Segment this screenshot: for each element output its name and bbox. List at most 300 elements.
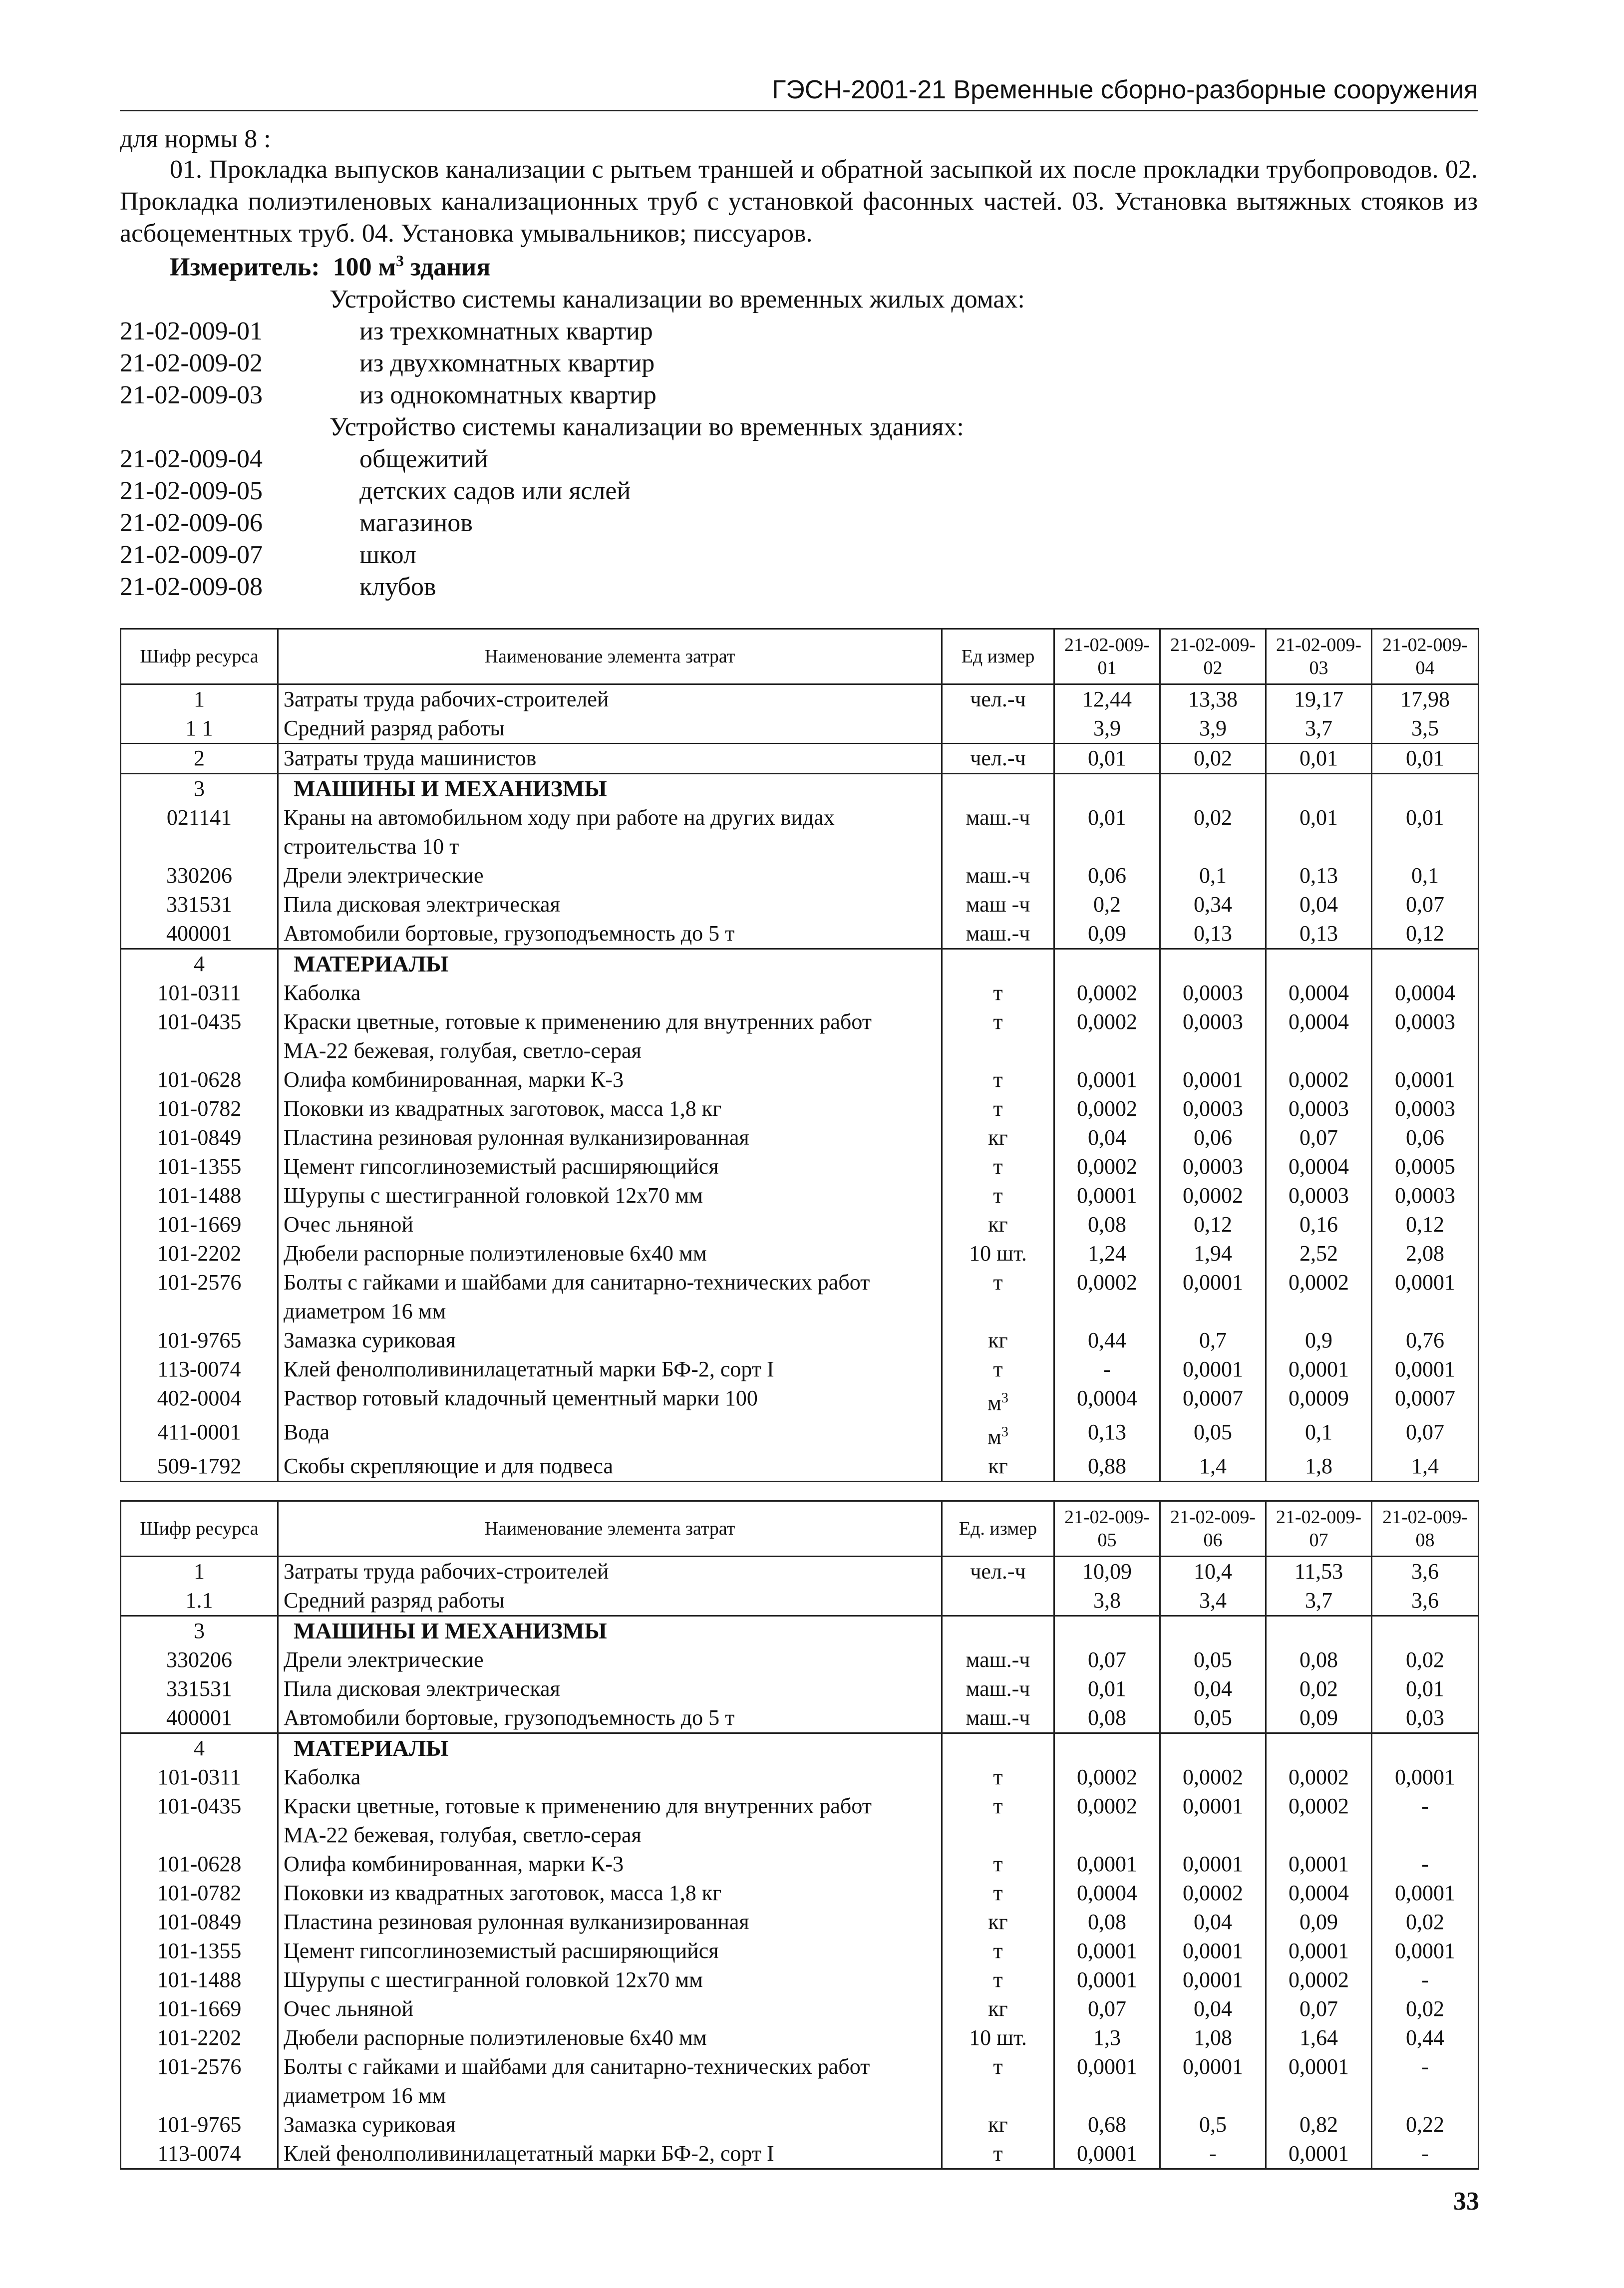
unit-text: маш.-ч [966, 1705, 1030, 1730]
norm-code: 21-02-009-08 [120, 573, 263, 602]
value-cell: 0,04 [1160, 1994, 1266, 2023]
value-cell: 0,02 [1160, 743, 1266, 774]
value-cell [1372, 949, 1479, 979]
value-cell: 17,98 [1372, 684, 1479, 714]
resource-code: 101-9765 [121, 2110, 278, 2139]
table-row [121, 1850, 1479, 1879]
value-cell: 0,0001 [1372, 1065, 1479, 1094]
tables-container [120, 628, 1478, 2169]
value-cell: 1,4 [1372, 1452, 1479, 1482]
value-cell: 0,1 [1266, 1418, 1372, 1452]
value-cell [1266, 949, 1372, 979]
table-row [121, 1674, 1479, 1703]
cost-element-name: Затраты труда рабочих-строителей [278, 1556, 942, 1586]
table-row [121, 1703, 1479, 1733]
value-cell: 0,0003 [1160, 1152, 1266, 1181]
value-cell [1372, 1616, 1479, 1645]
table-row [121, 1210, 1479, 1239]
value-cell: 0,0001 [1160, 1065, 1266, 1094]
cost-element-name: Затраты труда машинистов [278, 743, 942, 774]
value-cell: 0,02 [1372, 1908, 1479, 1937]
section-row [121, 1733, 1479, 1763]
table-row [121, 2110, 1479, 2139]
value-cell [1160, 949, 1266, 979]
unit-cell [942, 1152, 1054, 1181]
value-cell: 0,0002 [1266, 1965, 1372, 1994]
unit-cell [942, 1908, 1054, 1937]
table-row [121, 1879, 1479, 1908]
value-cell [1266, 774, 1372, 804]
table-row [121, 1384, 1479, 1418]
section-row [121, 1616, 1479, 1645]
value-cell: 0,16 [1266, 1210, 1372, 1239]
value-cell: 0,0002 [1054, 1792, 1160, 1850]
unit-cell [942, 1065, 1054, 1094]
value-cell: 3,6 [1372, 1586, 1479, 1616]
value-cell: 0,13 [1054, 1418, 1160, 1452]
norm-item [120, 379, 1478, 411]
unit-cell [942, 1556, 1054, 1586]
value-cell: 0,0004 [1266, 979, 1372, 1007]
norm-code: 21-02-009-03 [120, 381, 263, 410]
resource-code: 101-9765 [121, 1326, 278, 1355]
norm-item [120, 475, 1478, 507]
value-cell: 3,5 [1372, 714, 1479, 743]
resource-code: 101-2576 [121, 2052, 278, 2110]
measure-label: Измеритель: [170, 253, 320, 282]
unit-text: маш.-ч [966, 1676, 1030, 1701]
table-row [121, 2023, 1479, 2052]
value-cell: 1,8 [1266, 1452, 1372, 1482]
norm-name: детских садов или яслей [359, 477, 631, 506]
value-cell: 0,0005 [1372, 1152, 1479, 1181]
unit-cell [942, 1384, 1054, 1418]
value-cell: 0,05 [1160, 1645, 1266, 1674]
value-cell: - [1372, 2139, 1479, 2169]
intro-label: для нормы 8 : [120, 125, 271, 153]
value-cell: 1,08 [1160, 2023, 1266, 2052]
table-row [121, 684, 1479, 714]
value-cell: 3,4 [1160, 1586, 1266, 1616]
value-cell: 0,0002 [1054, 1007, 1160, 1065]
running-header: ГЭСН-2001-21 Временные сборно-разборные сооружения [120, 75, 1478, 111]
cost-element-name: Замазка суриковая [278, 1326, 942, 1355]
table-row [121, 1007, 1479, 1065]
value-cell: 0,0007 [1372, 1384, 1479, 1418]
value-cell: 0,0002 [1160, 1879, 1266, 1908]
unit-text: т [993, 1793, 1003, 1818]
value-cell: 0,0001 [1266, 2052, 1372, 2110]
value-cell: 0,06 [1372, 1123, 1479, 1152]
unit-text: т [993, 1009, 1003, 1034]
cost-element-name: Очес льняной [278, 1210, 942, 1239]
section-row [121, 774, 1479, 804]
norm-list [120, 284, 1478, 603]
resource-code: 101-2576 [121, 1268, 278, 1326]
unit-text: т [993, 1764, 1003, 1789]
value-cell: 0,0002 [1266, 1065, 1372, 1094]
table-row [121, 861, 1479, 890]
table-row [121, 1586, 1479, 1616]
unit-cell [942, 1703, 1054, 1733]
value-cell: 0,13 [1160, 919, 1266, 949]
column-header: 21-02-009-01 [1054, 629, 1160, 684]
resource-code: 1 1 [121, 714, 278, 743]
resource-code: 101-0849 [121, 1908, 278, 1937]
norm-code: 21-02-009-05 [120, 477, 263, 506]
unit-text: м [987, 1390, 1001, 1415]
unit-text: кг [988, 2112, 1008, 2137]
unit-cell [942, 979, 1054, 1007]
value-cell: 0,09 [1266, 1908, 1372, 1937]
norm-code: 21-02-009-06 [120, 509, 263, 538]
unit-cell [942, 2139, 1054, 2169]
resource-code: 402-0004 [121, 1384, 278, 1418]
unit-cell [942, 684, 1054, 714]
value-cell: 0,01 [1266, 803, 1372, 861]
unit-cell [942, 1355, 1054, 1384]
norm-name: клубов [359, 573, 436, 602]
norm-item [120, 539, 1478, 571]
value-cell: 0,04 [1160, 1674, 1266, 1703]
value-cell: 0,01 [1054, 803, 1160, 861]
value-cell: 0,0001 [1054, 1065, 1160, 1094]
resource-code: 101-0782 [121, 1879, 278, 1908]
unit-text: кг [988, 1328, 1008, 1353]
resource-code: 101-1355 [121, 1152, 278, 1181]
resource-code: 113-0074 [121, 1355, 278, 1384]
resource-code: 101-0628 [121, 1850, 278, 1879]
value-cell: 3,9 [1054, 714, 1160, 743]
column-header: 21-02-009-05 [1054, 1501, 1160, 1556]
resource-code: 330206 [121, 861, 278, 890]
table-row [121, 919, 1479, 949]
value-cell: 0,0004 [1054, 1384, 1160, 1418]
value-cell: 0,0001 [1054, 1937, 1160, 1965]
value-cell: 0,0004 [1054, 1879, 1160, 1908]
value-cell: 0,03 [1372, 1703, 1479, 1733]
table-row [121, 714, 1479, 743]
table-row [121, 890, 1479, 919]
value-cell: 0,44 [1054, 1326, 1160, 1355]
table-row [121, 1556, 1479, 1586]
unit-text: чел.-ч [970, 746, 1026, 771]
value-cell: 0,0007 [1160, 1384, 1266, 1418]
value-cell: 0,0001 [1266, 1937, 1372, 1965]
section-row [121, 949, 1479, 979]
value-cell: 0,0001 [1054, 1181, 1160, 1210]
cost-element-name: Дюбели распорные полиэтиленовые 6х40 мм [278, 1239, 942, 1268]
cost-element-name: Скобы скрепляющие и для подвеса [278, 1452, 942, 1482]
cost-element-name: Вода [278, 1418, 942, 1452]
value-cell: 0,34 [1160, 890, 1266, 919]
unit-text: 10 шт. [969, 2025, 1027, 2050]
value-cell: 0,0002 [1054, 1094, 1160, 1123]
column-header: 21-02-009-02 [1160, 629, 1266, 684]
cost-element-name: Пластина резиновая рулонная вулканизированная [278, 1123, 942, 1152]
cost-element-name: Болты с гайками и шайбами для санитарно-технических работ диаметром 16 мм [278, 1268, 942, 1326]
value-cell: 0,13 [1266, 919, 1372, 949]
unit-text: м [987, 1424, 1001, 1449]
unit-text: т [993, 1154, 1003, 1179]
resource-code: 330206 [121, 1645, 278, 1674]
norm-item [120, 443, 1478, 475]
value-cell: 2,52 [1266, 1239, 1372, 1268]
cost-element-name: Болты с гайками и шайбами для санитарно-технических работ диаметром 16 мм [278, 2052, 942, 2110]
resource-code: 101-0849 [121, 1123, 278, 1152]
table-row [121, 1065, 1479, 1094]
value-cell: 0,9 [1266, 1326, 1372, 1355]
column-header: Шифр ресурса [121, 629, 278, 684]
unit-cell [942, 1418, 1054, 1452]
unit-text: т [993, 1967, 1003, 1992]
cost-element-name: Замазка суриковая [278, 2110, 942, 2139]
table-header-row [121, 629, 1479, 684]
column-header: 21-02-009-04 [1372, 629, 1479, 684]
value-cell [1054, 1733, 1160, 1763]
value-cell: 0,01 [1054, 743, 1160, 774]
unit-text: т [993, 2141, 1003, 2166]
value-cell: 0,22 [1372, 2110, 1479, 2139]
unit-cell [942, 1181, 1054, 1210]
value-cell: 10,4 [1160, 1556, 1266, 1586]
resource-code: 3 [121, 1616, 278, 1645]
cost-element-name: Раствор готовый кладочный цементный марки 100 [278, 1384, 942, 1418]
cost-element-name: Клей фенолполивинилацетатный марки БФ-2, сорт I [278, 2139, 942, 2169]
value-cell: 0,0002 [1266, 1792, 1372, 1850]
value-cell: 0,04 [1160, 1908, 1266, 1937]
table-row [121, 979, 1479, 1007]
resource-code: 4 [121, 1733, 278, 1763]
value-cell: - [1372, 1965, 1479, 1994]
value-cell: 0,0004 [1266, 1007, 1372, 1065]
value-cell: 0,0001 [1054, 2052, 1160, 2110]
value-cell: 0,0002 [1266, 1763, 1372, 1792]
table-row [121, 1268, 1479, 1326]
resource-code: 101-1488 [121, 1965, 278, 1994]
value-cell: 0,01 [1372, 1674, 1479, 1703]
resource-code: 101-1669 [121, 1210, 278, 1239]
resource-code: 1.1 [121, 1586, 278, 1616]
value-cell: 0,0002 [1054, 1152, 1160, 1181]
resource-code: 101-2202 [121, 1239, 278, 1268]
value-cell [1160, 1616, 1266, 1645]
cost-element-name: МАШИНЫ И МЕХАНИЗМЫ [278, 774, 942, 804]
unit-text: т [993, 1938, 1003, 1963]
cost-element-name: Дюбели распорные полиэтиленовые 6х40 мм [278, 2023, 942, 2052]
norm-name: магазинов [359, 509, 473, 538]
value-cell: 0,0004 [1266, 1879, 1372, 1908]
table-row [121, 1994, 1479, 2023]
unit-cell [942, 714, 1054, 743]
cost-element-name: Каболка [278, 1763, 942, 1792]
unit-text: маш.-ч [966, 921, 1030, 946]
value-cell: 0,04 [1054, 1123, 1160, 1152]
table-row [121, 1181, 1479, 1210]
value-cell: 0,76 [1372, 1326, 1479, 1355]
unit-cell [942, 1094, 1054, 1123]
value-cell: 0,12 [1372, 919, 1479, 949]
value-cell: 0,09 [1266, 1703, 1372, 1733]
value-cell: 0,05 [1160, 1418, 1266, 1452]
value-cell: 1,3 [1054, 2023, 1160, 2052]
cost-element-name: Средний разряд работы [278, 714, 942, 743]
value-cell: 0,06 [1054, 861, 1160, 890]
unit-text: кг [988, 1212, 1008, 1237]
norm-code: 21-02-009-02 [120, 349, 263, 378]
unit-cell [942, 2023, 1054, 2052]
resource-code: 1 [121, 1556, 278, 1586]
unit-cell [942, 1452, 1054, 1482]
unit-cell [942, 861, 1054, 890]
column-header: Ед измер [942, 629, 1054, 684]
unit-text: 10 шт. [969, 1241, 1027, 1266]
value-cell: 0,7 [1160, 1326, 1266, 1355]
norm-code: 21-02-009-01 [120, 317, 263, 346]
unit-text: т [993, 1880, 1003, 1905]
unit-cell [942, 1937, 1054, 1965]
norm-name: из однокомнатных квартир [359, 381, 656, 410]
resource-code: 2 [121, 743, 278, 774]
unit-cell [942, 2110, 1054, 2139]
resource-code: 411-0001 [121, 1418, 278, 1452]
cost-element-name: Шурупы с шестигранной головкой 12х70 мм [278, 1181, 942, 1210]
value-cell: 0,0002 [1266, 1268, 1372, 1326]
value-cell: - [1372, 2052, 1479, 2110]
table-row [121, 1937, 1479, 1965]
unit-cell [942, 1674, 1054, 1703]
value-cell: 19,17 [1266, 684, 1372, 714]
unit-cell [942, 919, 1054, 949]
value-cell: 0,0002 [1160, 1181, 1266, 1210]
resource-code: 101-0435 [121, 1007, 278, 1065]
value-cell [1160, 774, 1266, 804]
unit-text: т [993, 2054, 1003, 2079]
value-cell: 0,08 [1266, 1645, 1372, 1674]
cost-element-name: Пластина резиновая рулонная вулканизированная [278, 1908, 942, 1937]
unit-text: т [993, 1851, 1003, 1876]
measure-line [170, 252, 1478, 282]
value-cell: 3,7 [1266, 1586, 1372, 1616]
unit-cell [942, 1616, 1054, 1645]
norm-item [120, 571, 1478, 603]
resource-code: 101-1669 [121, 1994, 278, 2023]
value-cell: 0,13 [1266, 861, 1372, 890]
unit-text: кг [988, 1453, 1008, 1478]
unit-text: кг [988, 1996, 1008, 2021]
value-cell: 0,07 [1372, 1418, 1479, 1452]
value-cell: 0,1 [1372, 861, 1479, 890]
column-header: Наименование элемента затрат [278, 629, 942, 684]
value-cell: 0,0001 [1266, 2139, 1372, 2169]
resource-code: 101-1355 [121, 1937, 278, 1965]
unit-superscript: 3 [1001, 1424, 1008, 1440]
value-cell: 1,64 [1266, 2023, 1372, 2052]
value-cell: 13,38 [1160, 684, 1266, 714]
table-row [121, 1452, 1479, 1482]
resource-code: 331531 [121, 1674, 278, 1703]
norm-group-title: Устройство системы канализации во временных жилых домах: [329, 285, 1025, 314]
value-cell: 0,01 [1372, 803, 1479, 861]
unit-cell [942, 1645, 1054, 1674]
value-cell: 0,08 [1054, 1210, 1160, 1239]
cost-element-name: Поковки из квадратных заготовок, масса 1,8 кг [278, 1094, 942, 1123]
cost-element-name: Краны на автомобильном ходу при работе на других видах строительства 10 т [278, 803, 942, 861]
norm-code: 21-02-009-04 [120, 445, 263, 474]
value-cell: 0,04 [1266, 890, 1372, 919]
unit-text: чел.-ч [970, 687, 1026, 712]
unit-text: маш.-ч [966, 863, 1030, 888]
value-cell: - [1160, 2139, 1266, 2169]
value-cell: 0,68 [1054, 2110, 1160, 2139]
value-cell: 0,05 [1160, 1703, 1266, 1733]
table-row [121, 1355, 1479, 1384]
table-row [121, 1326, 1479, 1355]
table-header-row [121, 1501, 1479, 1556]
table-row [121, 2052, 1479, 2110]
value-cell: 0,0001 [1160, 1965, 1266, 1994]
value-cell: 0,0001 [1054, 2139, 1160, 2169]
resource-code: 101-0311 [121, 1763, 278, 1792]
unit-cell [942, 1965, 1054, 1994]
unit-text: т [993, 1270, 1003, 1295]
unit-text: маш.-ч [966, 805, 1030, 830]
cost-table [120, 1500, 1479, 2170]
value-cell: 10,09 [1054, 1556, 1160, 1586]
value-cell: 0,12 [1160, 1210, 1266, 1239]
value-cell: 0,07 [1372, 890, 1479, 919]
cost-element-name: Олифа комбинированная, марки К-3 [278, 1850, 942, 1879]
value-cell: 0,12 [1372, 1210, 1479, 1239]
unit-cell [942, 803, 1054, 861]
column-header: 21-02-009-08 [1372, 1501, 1479, 1556]
value-cell [1160, 1733, 1266, 1763]
unit-cell [942, 1210, 1054, 1239]
unit-cell [942, 1733, 1054, 1763]
resource-code: 113-0074 [121, 2139, 278, 2169]
cost-element-name: Шурупы с шестигранной головкой 12х70 мм [278, 1965, 942, 1994]
table-row [121, 1239, 1479, 1268]
value-cell: 0,06 [1160, 1123, 1266, 1152]
value-cell: 1,4 [1160, 1452, 1266, 1482]
cost-element-name: МАШИНЫ И МЕХАНИЗМЫ [278, 1616, 942, 1645]
value-cell: 11,53 [1266, 1556, 1372, 1586]
measure-tail: здания [404, 253, 491, 282]
value-cell [1372, 774, 1479, 804]
value-cell: 0,0004 [1266, 1152, 1372, 1181]
value-cell: 0,0001 [1160, 1268, 1266, 1326]
value-cell: 0,0003 [1372, 1181, 1479, 1210]
table-row [121, 1152, 1479, 1181]
page-number: 33 [1453, 2187, 1479, 2216]
cost-element-name: Автомобили бортовые, грузоподъемность до 5 т [278, 919, 942, 949]
cost-element-name: Автомобили бортовые, грузоподъемность до 5 т [278, 1703, 942, 1733]
value-cell: 0,0001 [1160, 1355, 1266, 1384]
cost-element-name: Поковки из квадратных заготовок, масса 1,8 кг [278, 1879, 942, 1908]
resource-code: 101-0311 [121, 979, 278, 1007]
value-cell: 0,0002 [1160, 1763, 1266, 1792]
unit-text: маш.-ч [966, 1647, 1030, 1672]
column-header: 21-02-009-07 [1266, 1501, 1372, 1556]
value-cell [1054, 949, 1160, 979]
value-cell: 0,0003 [1266, 1094, 1372, 1123]
norm-name: общежитий [359, 445, 488, 474]
resource-code: 509-1792 [121, 1452, 278, 1482]
unit-cell [942, 743, 1054, 774]
value-cell: 0,1 [1160, 861, 1266, 890]
cost-element-name: Пила дисковая электрическая [278, 1674, 942, 1703]
value-cell: 0,0002 [1054, 1763, 1160, 1792]
